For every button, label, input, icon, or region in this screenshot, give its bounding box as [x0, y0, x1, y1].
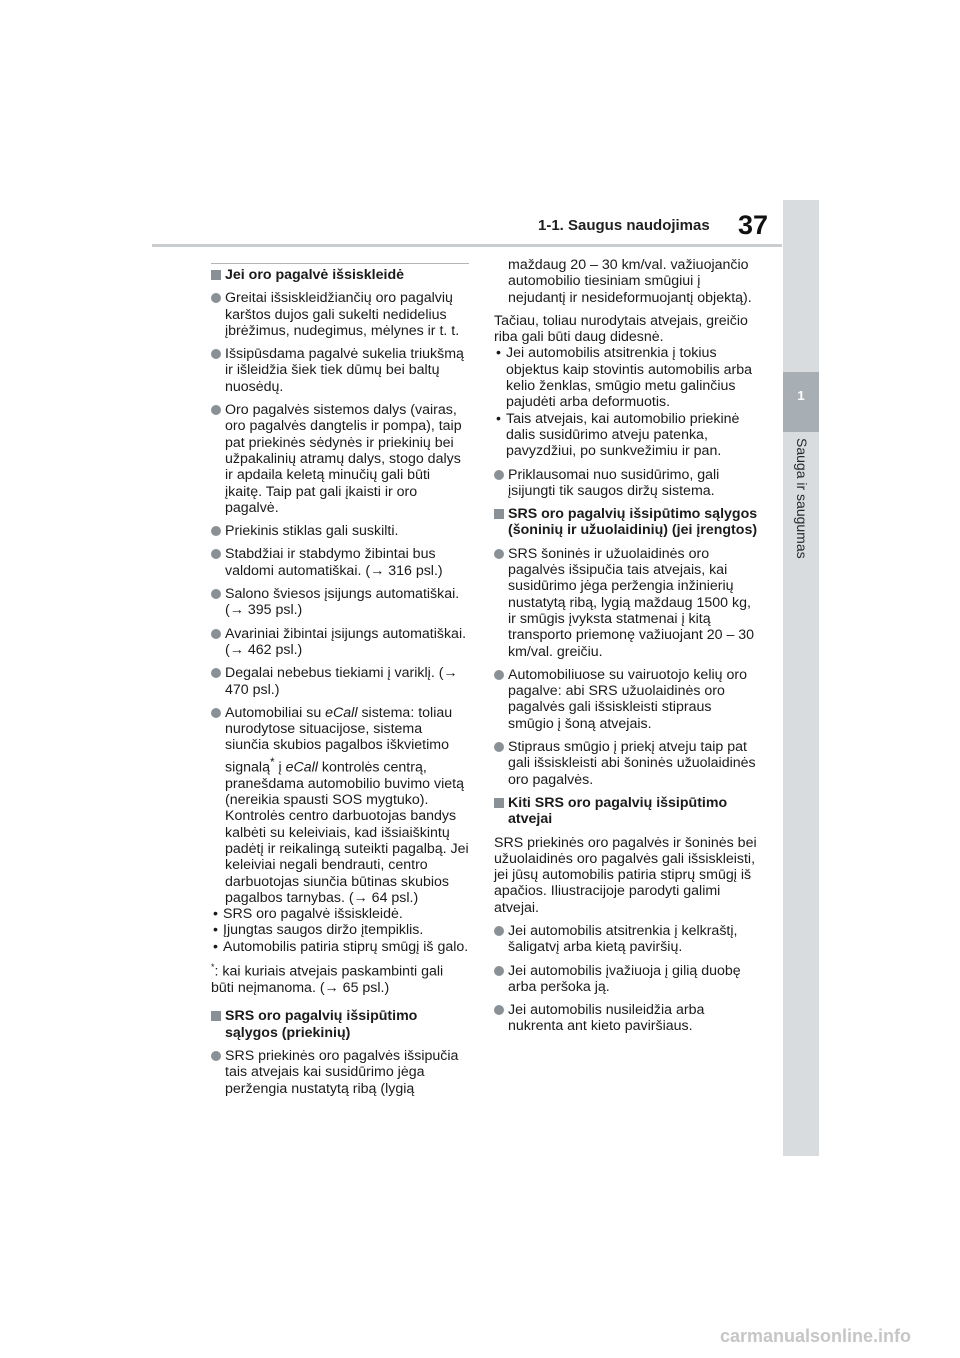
square-bullet-icon	[494, 509, 504, 519]
section-heading: Kiti SRS oro pagalvių išsipūtimo atvejai	[494, 795, 758, 828]
bullet-item: Greitai išsiskleidžiančių oro pagalvių karštos dujos gali sukelti nedidelius įbrėžimus, nudegimus, mėlynes ir t. t.	[211, 290, 469, 339]
circle-bullet-icon	[211, 405, 221, 415]
circle-bullet-icon	[494, 966, 504, 976]
section-title: 1-1. Saugus naudojimas	[538, 217, 710, 234]
bullet-item: Avariniai žibintai įsijungs automatiškai. (→ 462 psl.)	[211, 626, 469, 659]
section-heading: SRS oro pagalvių išsipūtimo sąlygos (šoninių ir užuolaidinių) (jei įrengtos)	[494, 506, 758, 539]
circle-bullet-icon	[211, 349, 221, 359]
bullet-item: Priklausomai nuo susidūrimo, gali įsijungti tik saugos diržų sistema.	[494, 467, 758, 500]
bullet-item: Išsipūsdama pagalvė sukelia triukšmą ir išleidžia šiek tiek dūmų bei baltų nuosėdų.	[211, 346, 469, 395]
left-column	[211, 263, 469, 1104]
paragraph: Tačiau, toliau nurodytais atvejais, greičio riba gali būti daug didesnė.	[494, 312, 748, 346]
circle-bullet-icon	[211, 708, 221, 718]
paragraph: SRS priekinės oro pagalvės ir šoninės bei užuolaidinės oro pagalvės gali išsiskleisti, jei jūsų automobilis patiria stiprų smūgį iš apačios. Iliustracijoje parodyti galimi atvejai.	[494, 834, 757, 916]
sub-item: • Įjungtas saugos diržo įtempiklis.	[213, 922, 424, 939]
circle-bullet-icon	[494, 549, 504, 559]
bullet-item: SRS priekinės oro pagalvės išsipučia tais atvejais kai susidūrimo jėga peržengia nustatytą ribą (lygią	[211, 1048, 469, 1097]
chapter-title: Sauga ir saugumas	[794, 438, 810, 559]
bullet-item: Oro pagalvės sistemos dalys (vairas, oro pagalvės dangtelis ir pompa), taip pat priekinės sėdynės ir priekinių bei užpakalinių atramų dalys, stogo dalys ir apdaila keletą minučių gali būti įkaitę. Taip pat gali įkaisti ir oro pagalvė.	[211, 402, 469, 516]
right-column	[494, 257, 758, 1042]
bullet-item: Degalai nebebus tiekiami į variklį. (→ 470 psl.)	[211, 665, 469, 698]
bullet-item: Jei automobilis nusileidžia arba nukrenta ant kieto paviršiaus.	[494, 1002, 758, 1035]
bullet-item: SRS šoninės ir užuolaidinės oro pagalvės išsipučia tais atvejais, kai susidūrimo jėga peržengia inžinierių nustatytą ribą, lygią maždaug 1500 kg, ir smūgis įvyksta statmenai į kitą transporto priemonę važiuojant 20 – 30 km/val. greičiu.	[494, 546, 758, 660]
bullet-item: Jei automobilis atsitrenkia į kelkraštį, šaligatvį arba kietą paviršių.	[494, 923, 758, 956]
sub-item: • Jei automobilis atsitrenkia į tokius objektus kaip stovintis automobilis arba kelio ženklas, smūgio metu galinčius pajudėti arba deformuotis.	[496, 345, 753, 411]
page-number: 37	[738, 210, 769, 240]
circle-bullet-icon	[494, 470, 504, 480]
square-bullet-icon	[211, 1011, 221, 1021]
circle-bullet-icon	[211, 589, 221, 599]
square-bullet-icon	[494, 798, 504, 808]
circle-bullet-icon	[211, 629, 221, 639]
bullet-item: Stipraus smūgio į priekį atveju taip pat gali išsiskleisti abi šoninės užuolaidinės oro pagalvės.	[494, 739, 758, 788]
circle-bullet-icon	[494, 670, 504, 680]
header-rule	[152, 244, 782, 247]
footnote: *: kai kuriais atvejais paskambinti gali būti neįmanoma. (→ 65 psl.)	[211, 962, 444, 997]
bullet-item: Priekinis stiklas gali suskilti.	[211, 523, 469, 539]
chapter-tab	[783, 200, 819, 1156]
watermark: carmanualsonline.info	[720, 1326, 912, 1346]
bullet-item: Stabdžiai ir stabdymo žibintai bus valdomi automatiškai. (→ 316 psl.)	[211, 546, 469, 579]
sub-item: • Tais atvejais, kai automobilio priekinė dalis susidūrimo atveju patenka, pavyzdžiui, po sunkvežimiu ir pan.	[496, 410, 740, 460]
chapter-number: 1	[797, 388, 805, 403]
bullet-item: Automobiliuose su vairuotojo kelių oro pagalve: abi SRS užuolaidinės oro pagalvės gali išsiskleisti stipraus smūgio į šoną atvejais.	[494, 667, 758, 732]
circle-bullet-icon	[494, 1005, 504, 1015]
bullet-item-ecall: Automobiliai su eCall sistema: toliau nurodytose situacijose, sistema siunčia skubios pagalbos iškvietimo signalą* į eCall kontrolės centrą, pranešdama automobilio buvimo vietą (nereikia spausti SOS mygtuko). Kontrolės centro darbuotojas bandys kalbėti su keleiviais, kad išsiaiškintų padėtį ir reikalingą suteikti pagalbą. Jei keleiviai negali bendrauti, centro darbuotojas siunčia būtinas skubios pagalbos tarnybas. (→ 64 psl.)	[211, 705, 469, 906]
section-rule	[211, 263, 469, 264]
square-bullet-icon	[211, 270, 221, 280]
circle-bullet-icon	[494, 926, 504, 936]
circle-bullet-icon	[211, 1051, 221, 1061]
section-heading: Jei oro pagalvė išsiskleidė	[211, 267, 469, 283]
bullet-item: Jei automobilis įvažiuoja į gilią duobę arba peršoka ją.	[494, 963, 758, 996]
bullet-item: Salono šviesos įsijungs automatiškai. (→ 395 psl.)	[211, 586, 469, 619]
circle-bullet-icon	[211, 293, 221, 303]
circle-bullet-icon	[211, 549, 221, 559]
sub-item: • SRS oro pagalvė išsiskleidė.	[213, 906, 403, 923]
circle-bullet-icon	[211, 526, 221, 536]
circle-bullet-icon	[494, 742, 504, 752]
continued-text: maždaug 20 – 30 km/val. važiuojančio automobilio tiesiniam smūgiui į nejudantį ir nesideformuojantį objektą).	[508, 257, 752, 306]
sub-item: • Automobilis patiria stiprų smūgį iš galo.	[213, 938, 469, 955]
section-heading: SRS oro pagalvių išsipūtimo sąlygos (priekinių)	[211, 1008, 469, 1041]
circle-bullet-icon	[211, 668, 221, 678]
